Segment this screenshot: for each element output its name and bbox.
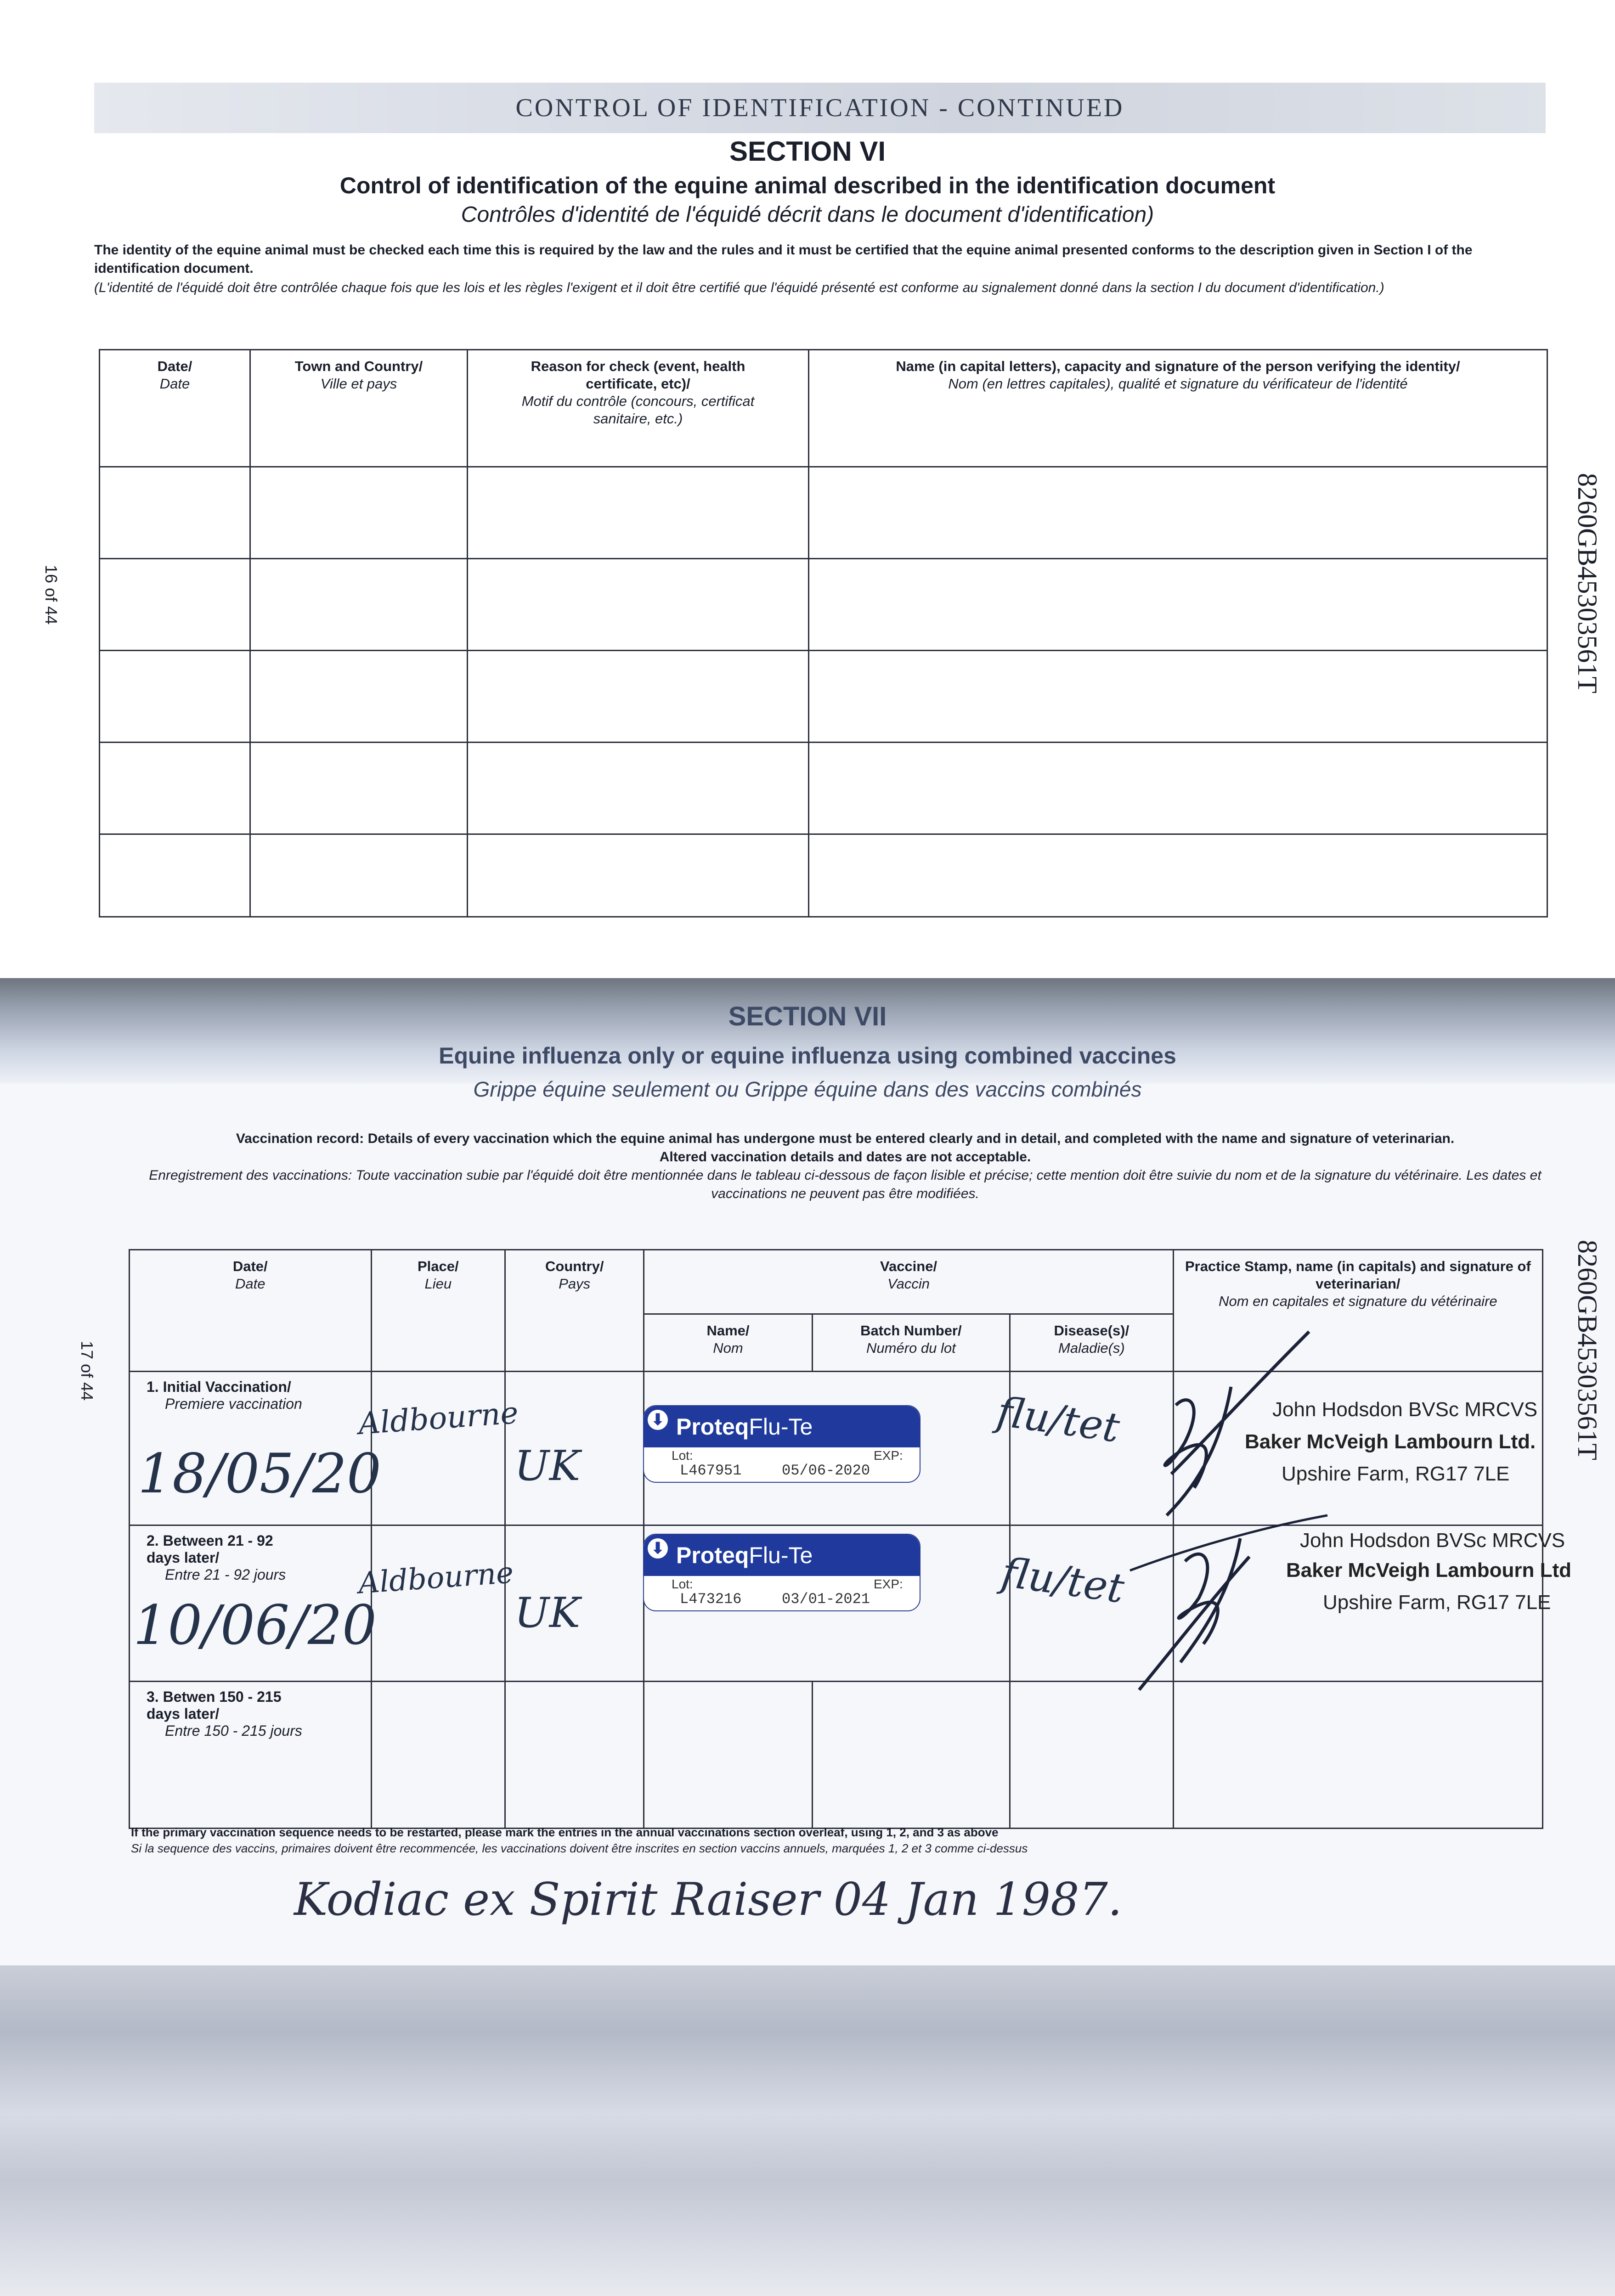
proteq-logo-icon: ⬇ — [648, 1538, 668, 1559]
col-vaccine-header: Vaccine/ Vaccin — [644, 1250, 1173, 1314]
col-batch-header: Batch Number/ Numéro du lot — [812, 1314, 1010, 1372]
lot-label: Lot: — [672, 1448, 693, 1463]
col-country-header: Country/ Pays — [505, 1250, 644, 1372]
col-date-header: Date/ Date — [100, 350, 250, 467]
cell[interactable] — [371, 1372, 505, 1525]
col-name-header: Name/ Nom — [644, 1314, 812, 1372]
table-row — [100, 834, 1547, 917]
section-vii-title: SECTION VII — [728, 1002, 887, 1031]
cell[interactable] — [100, 467, 250, 559]
cell[interactable] — [1010, 1682, 1174, 1829]
col-reason-header: Reason for check (event, health certificate, etc)/ Motif du contrôle (concours, certificat sanitaire, etc.) — [468, 350, 809, 467]
passport-number-upper: 8260GB45303561T — [1572, 473, 1603, 693]
cell[interactable] — [468, 743, 809, 834]
exp-date: 05/06-2020 — [782, 1462, 870, 1479]
lot-label: Lot: — [672, 1577, 693, 1591]
table-row — [100, 467, 1547, 559]
section-vii-subtitle-en: Equine influenza only or equine influenza using combined vaccines — [439, 1043, 1176, 1069]
col-verifier-header: Name (in capital letters), capacity and signature of the person verifying the identity/ Nom (en lettres capitales), qualité et signature du vérificateur de l'identité — [809, 350, 1547, 467]
row1-stamp-line2: Baker McVeigh Lambourn Ltd. — [1245, 1430, 1536, 1453]
handwritten-horse-note: Kodiac ex Spirit Raiser 04 Jan 1987. — [294, 1874, 1122, 1926]
cell[interactable] — [250, 651, 468, 743]
table-row — [100, 743, 1547, 834]
row2-place: Aldbourne — [357, 1556, 515, 1601]
cell[interactable] — [809, 467, 1547, 559]
section-vi-subtitle-fr: Contrôles d'identité de l'équidé décrit dans le document d'identification) — [461, 203, 1154, 227]
exp-label: EXP: — [874, 1448, 903, 1463]
row-label-initial: 1. Initial Vaccination/ Premiere vaccination — [130, 1372, 372, 1525]
section-vii-intro — [129, 1130, 1562, 1203]
row-label-second: 2. Between 21 - 92 days later/ Entre 21 - 92 jours — [130, 1525, 372, 1682]
cell[interactable] — [809, 834, 1547, 917]
page-number-17: 17 of 44 — [78, 1341, 96, 1401]
cell[interactable] — [809, 651, 1547, 743]
row2-stamp-line2: Baker McVeigh Lambourn Ltd — [1286, 1559, 1571, 1581]
cell[interactable] — [468, 651, 809, 743]
row2-stamp-line1: John Hodsdon BVSc MRCVS — [1300, 1529, 1565, 1552]
vaccine-label-row1 — [643, 1405, 920, 1483]
row1-stamp-line1: John Hodsdon BVSc MRCVS — [1272, 1398, 1538, 1421]
cell[interactable] — [100, 651, 250, 743]
intro-en-bold: Altered vaccination details and dates are not acceptable. — [659, 1149, 1031, 1165]
row-label-third: 3. Betwen 150 - 215 days later/ Entre 150 - 215 jours — [130, 1682, 372, 1829]
cell[interactable] — [250, 559, 468, 651]
row2-disease: flu/tet — [999, 1548, 1127, 1613]
section-vi-subtitle-en: Control of identification of the equine animal described in the identification document — [339, 173, 1276, 198]
footnote-en: If the primary vaccination sequence needs to be restarted, please mark the entries in the annual vaccinations section overleaf, using 1, 2, and 3 as above — [131, 1825, 999, 1839]
row1-place: Aldbourne — [357, 1395, 520, 1442]
cell[interactable] — [1173, 1682, 1542, 1829]
cell[interactable] — [250, 467, 468, 559]
section-vi-intro-fr: (L'identité de l'équidé doit être contrôlée chaque fois que les lois et les règles l'exigent et il doit être certifié que l'équidé présenté est conforme au signalement donné dans la section I du document d'identification.) — [94, 280, 1384, 295]
cell[interactable] — [100, 559, 250, 651]
row1-stamp-line3: Upshire Farm, RG17 7LE — [1282, 1463, 1510, 1485]
cell[interactable] — [644, 1682, 812, 1829]
veterinarian-signature — [1112, 1322, 1332, 1699]
table-row — [100, 559, 1547, 651]
cell[interactable] — [371, 1525, 505, 1682]
cell[interactable] — [812, 1682, 1010, 1829]
col-place-header: Place/ Lieu — [371, 1250, 505, 1372]
identity-check-table — [99, 349, 1548, 917]
cell[interactable] — [100, 743, 250, 834]
cell[interactable] — [809, 743, 1547, 834]
table-row — [100, 651, 1547, 743]
intro-fr: Enregistrement des vaccinations: Toute vaccination subie par l'équidé doit être mentionnée dans le tableau ci-dessous de façon lisible et précise; cette mention doit être suivie du nom et de la signature du vétérinaire. Les dates et vaccinations ne peuvent pas être modifiées. — [149, 1168, 1542, 1201]
row1-date: 18/05/20 — [138, 1442, 381, 1505]
row2-country: UK — [514, 1589, 581, 1637]
vaccine-label-row2 — [643, 1534, 920, 1611]
col-town-header: Town and Country/ Ville et pays — [250, 350, 468, 467]
cell[interactable] — [468, 834, 809, 917]
exp-date: 03/01-2021 — [782, 1591, 870, 1608]
lot-number: L473216 — [680, 1591, 742, 1608]
cell[interactable] — [505, 1682, 644, 1829]
row2-stamp-line3: Upshire Farm, RG17 7LE — [1323, 1591, 1551, 1614]
scan-bottom-shadow — [0, 1965, 1615, 2296]
cell[interactable] — [100, 834, 250, 917]
cell[interactable] — [809, 559, 1547, 651]
cell[interactable] — [250, 834, 468, 917]
col-date-header: Date/ Date — [130, 1250, 372, 1372]
cell[interactable] — [468, 559, 809, 651]
cell[interactable] — [468, 467, 809, 559]
intro-en: Vaccination record: Details of every vaccination which the equine animal has undergone must be entered clearly and in detail, and completed with the name and signature of veterinarian. — [236, 1131, 1455, 1146]
row1-country: UK — [514, 1442, 581, 1490]
section-vii-subtitle-fr: Grippe équine seulement ou Grippe équine dans des vaccins combinés — [473, 1077, 1142, 1101]
lot-number: L467951 — [680, 1462, 742, 1479]
proteq-logo-icon: ⬇ — [648, 1410, 668, 1430]
col-disease-header: Disease(s)/ Maladie(s) — [1010, 1314, 1174, 1372]
section-vi-title: SECTION VI — [729, 136, 886, 167]
row2-date: 10/06/20 — [133, 1593, 377, 1657]
footnote-fr: Si la sequence des vaccins, primaires doivent être recommencée, les vaccinations doivent être inscrites en section vaccins annuels, marquées 1, 2 et 3 comme ci-dessus — [131, 1841, 1028, 1855]
cell[interactable] — [250, 743, 468, 834]
exp-label: EXP: — [874, 1577, 903, 1591]
section-banner: CONTROL OF IDENTIFICATION - CONTINUED — [94, 83, 1546, 133]
vaccine-name: ProteqFlu-Te — [676, 1414, 813, 1440]
passport-number-lower: 8260GB45303561T — [1572, 1240, 1603, 1460]
cell[interactable] — [371, 1682, 505, 1829]
col-stamp-header: Practice Stamp, name (in capitals) and signature of veterinarian/ Nom en capitales et signature du vétérinaire — [1173, 1250, 1542, 1372]
page-number-16: 16 of 44 — [42, 565, 61, 625]
section-vi-intro-en: The identity of the equine animal must be checked each time this is required by the law and the rules and it must be certified that the equine animal presented conforms to the description given in Section I of the identification document. — [94, 242, 1473, 276]
vaccine-name: ProteqFlu-Te — [676, 1542, 813, 1568]
row1-disease: flu/tet — [994, 1387, 1123, 1452]
table-row — [130, 1682, 1543, 1829]
